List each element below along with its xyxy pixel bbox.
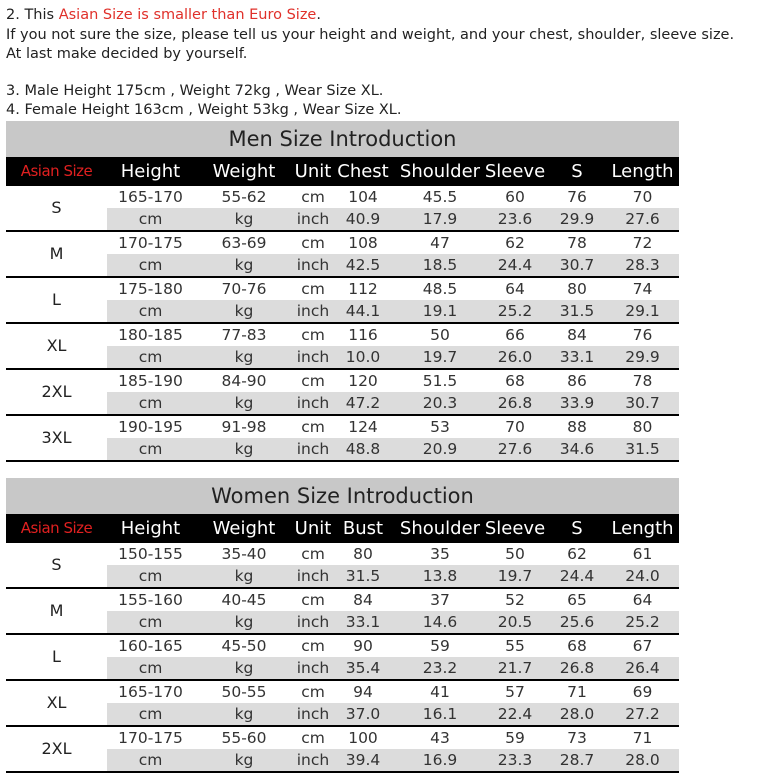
sleeve-cm: 62	[505, 234, 525, 252]
size-row	[6, 543, 679, 589]
shoulder-inch: 19.1	[422, 302, 458, 320]
shoulder-cm: 41	[430, 683, 450, 701]
unit-cm: cm	[301, 280, 325, 298]
length-inch: 27.2	[625, 705, 660, 723]
shoulder-cm: 43	[430, 729, 450, 747]
sleeve-inch: 19.7	[497, 567, 533, 585]
shoulder-inch: 20.9	[422, 440, 458, 458]
s-inch: 25.6	[559, 613, 595, 631]
men-size-table	[6, 121, 679, 462]
chest-inch: 44.1	[345, 302, 381, 320]
size-label: M	[49, 601, 64, 620]
length-inch: 24.0	[625, 567, 660, 585]
weight-unit: kg	[234, 302, 254, 320]
height-unit: cm	[138, 210, 163, 228]
unit-cm: cm	[301, 683, 325, 701]
weight-unit: kg	[234, 440, 254, 458]
s-cm: 84	[567, 326, 587, 344]
unit-inch: inch	[296, 751, 330, 769]
length-cm: 70	[632, 188, 653, 206]
weight-range: 55-62	[221, 188, 267, 206]
s-inch: 28.7	[559, 751, 595, 769]
s-cm: 62	[567, 545, 587, 563]
height-range: 180-185	[118, 326, 183, 344]
shoulder-cm: 37	[430, 591, 450, 609]
unit-inch: inch	[296, 567, 330, 585]
asian-size-warning: Asian Size is smaller than Euro Size	[58, 7, 317, 23]
header-s: S	[571, 518, 583, 539]
shoulder-inch: 19.7	[422, 348, 458, 366]
height-unit: cm	[138, 751, 163, 769]
s-inch: 34.6	[559, 440, 595, 458]
sleeve-inch: 24.4	[497, 256, 533, 274]
sleeve-cm: 59	[505, 729, 525, 747]
unit-inch: inch	[296, 394, 330, 412]
women-table-title: Women Size Introduction	[6, 478, 679, 514]
unit-inch: inch	[296, 348, 330, 366]
note-line-2: 2. This Asian Size is smaller than Euro Size.	[6, 7, 321, 23]
height-range: 170-175	[118, 234, 183, 252]
unit-cm: cm	[301, 545, 325, 563]
height-unit: cm	[138, 705, 163, 723]
size-label: 2XL	[41, 382, 72, 401]
header-weight: Weight	[212, 518, 276, 539]
chest-cm: 104	[348, 188, 378, 206]
sleeve-inch: 22.4	[497, 705, 533, 723]
chest-cm: 116	[348, 326, 378, 344]
weight-range: 45-50	[221, 637, 267, 655]
women-table-rows	[6, 543, 679, 773]
shoulder-cm: 50	[430, 326, 450, 344]
sleeve-cm: 60	[505, 188, 525, 206]
weight-range: 77-83	[221, 326, 267, 344]
length-cm: 71	[632, 729, 653, 747]
length-inch: 28.3	[625, 256, 660, 274]
unit-inch: inch	[296, 705, 330, 723]
shoulder-cm: 48.5	[422, 280, 458, 298]
unit-cm: cm	[301, 188, 325, 206]
chest-cm: 94	[353, 683, 373, 701]
women-size-table	[6, 478, 679, 773]
sleeve-cm: 70	[505, 418, 525, 436]
chest-inch: 33.1	[345, 613, 381, 631]
shoulder-inch: 23.2	[422, 659, 458, 677]
shoulder-inch: 16.1	[422, 705, 458, 723]
shoulder-cm: 45.5	[422, 188, 458, 206]
chest-inch: 37.0	[345, 705, 381, 723]
s-cm: 88	[567, 418, 587, 436]
size-label: 2XL	[41, 739, 72, 758]
s-cm: 71	[567, 683, 587, 701]
height-unit: cm	[138, 659, 163, 677]
weight-range: 70-76	[221, 280, 267, 298]
chest-inch: 40.9	[345, 210, 381, 228]
sleeve-cm: 50	[505, 545, 525, 563]
header-shoulder: Shoulder	[399, 518, 481, 539]
s-cm: 78	[567, 234, 587, 252]
chest-cm: 108	[348, 234, 378, 252]
s-inch: 24.4	[559, 567, 595, 585]
chest-inch: 35.4	[345, 659, 381, 677]
height-range: 160-165	[118, 637, 183, 655]
men-table-header	[6, 157, 679, 186]
header-s: S	[571, 161, 583, 182]
sleeve-cm: 52	[505, 591, 525, 609]
height-unit: cm	[138, 613, 163, 631]
unit-inch: inch	[296, 210, 330, 228]
size-row	[6, 186, 679, 232]
chest-cm: 124	[348, 418, 378, 436]
sleeve-cm: 66	[505, 326, 525, 344]
women-table-header	[6, 514, 679, 543]
s-inch: 33.9	[559, 394, 595, 412]
weight-range: 55-60	[221, 729, 267, 747]
chest-inch: 47.2	[345, 394, 381, 412]
length-inch: 30.7	[625, 394, 660, 412]
length-cm: 76	[632, 326, 653, 344]
size-row	[6, 278, 679, 324]
sleeve-cm: 57	[505, 683, 525, 701]
size-row	[6, 727, 679, 773]
height-unit: cm	[138, 256, 163, 274]
weight-unit: kg	[234, 394, 254, 412]
sleeve-inch: 25.2	[497, 302, 533, 320]
unit-inch: inch	[296, 256, 330, 274]
header-weight: Weight	[212, 161, 276, 182]
unit-inch: inch	[296, 440, 330, 458]
header-chest: Bust	[342, 518, 384, 539]
size-label: S	[51, 198, 62, 217]
weight-range: 40-45	[221, 591, 267, 609]
chest-cm: 80	[353, 545, 373, 563]
length-inch: 26.4	[625, 659, 660, 677]
s-cm: 86	[567, 372, 587, 390]
weight-unit: kg	[234, 659, 254, 677]
s-cm: 80	[567, 280, 587, 298]
shoulder-cm: 51.5	[422, 372, 458, 390]
sleeve-cm: 68	[505, 372, 525, 390]
chest-cm: 112	[348, 280, 378, 298]
length-inch: 31.5	[625, 440, 660, 458]
sleeve-inch: 26.0	[497, 348, 533, 366]
height-range: 170-175	[118, 729, 183, 747]
size-label: L	[52, 647, 61, 666]
height-range: 165-170	[118, 683, 183, 701]
unit-inch: inch	[296, 659, 330, 677]
shoulder-inch: 14.6	[422, 613, 458, 631]
height-range: 155-160	[118, 591, 183, 609]
height-unit: cm	[138, 440, 163, 458]
chest-inch: 10.0	[345, 348, 381, 366]
length-inch: 25.2	[625, 613, 660, 631]
unit-inch: inch	[296, 302, 330, 320]
s-inch: 29.9	[559, 210, 595, 228]
s-cm: 68	[567, 637, 587, 655]
size-row	[6, 232, 679, 278]
shoulder-inch: 16.9	[422, 751, 458, 769]
length-inch: 28.0	[625, 751, 660, 769]
sleeve-inch: 27.6	[497, 440, 533, 458]
chest-cm: 120	[348, 372, 378, 390]
note-line-2c: At last make decided by yourself.	[6, 46, 248, 62]
header-unit: Unit	[294, 161, 332, 182]
chest-inch: 42.5	[345, 256, 381, 274]
header-shoulder: Shoulder	[399, 161, 481, 182]
length-inch: 29.1	[625, 302, 660, 320]
shoulder-inch: 20.3	[422, 394, 458, 412]
size-label: M	[49, 244, 64, 263]
men-table-rows	[6, 186, 679, 462]
s-inch: 31.5	[559, 302, 595, 320]
height-unit: cm	[138, 394, 163, 412]
header-chest: Chest	[337, 161, 389, 182]
chest-inch: 48.8	[345, 440, 381, 458]
height-range: 190-195	[118, 418, 183, 436]
size-row	[6, 681, 679, 727]
header-height: Height	[120, 518, 181, 539]
height-range: 185-190	[118, 372, 183, 390]
height-range: 165-170	[118, 188, 183, 206]
s-inch: 30.7	[559, 256, 595, 274]
chest-cm: 84	[353, 591, 373, 609]
sleeve-inch: 26.8	[497, 394, 533, 412]
unit-cm: cm	[301, 234, 325, 252]
length-cm: 69	[632, 683, 653, 701]
sleeve-inch: 21.7	[497, 659, 533, 677]
note-line-2b: If you not sure the size, please tell us your height and weight, and your chest, shoulder, sleeve size.	[6, 26, 735, 43]
size-row	[6, 589, 679, 635]
shoulder-inch: 13.8	[422, 567, 458, 585]
length-cm: 72	[632, 234, 653, 252]
header-height: Height	[120, 161, 181, 182]
height-range: 175-180	[118, 280, 183, 298]
sleeve-inch: 23.6	[497, 210, 533, 228]
length-cm: 64	[632, 591, 653, 609]
length-cm: 78	[632, 372, 653, 390]
s-cm: 65	[567, 591, 587, 609]
header-asian-size: Asian Size	[20, 162, 93, 180]
size-label: S	[51, 555, 62, 574]
s-inch: 33.1	[559, 348, 595, 366]
length-inch: 27.6	[625, 210, 660, 228]
size-row	[6, 324, 679, 370]
chest-cm: 90	[353, 637, 373, 655]
sleeve-inch: 23.3	[497, 751, 533, 769]
length-cm: 61	[632, 545, 653, 563]
unit-cm: cm	[301, 326, 325, 344]
s-inch: 26.8	[559, 659, 595, 677]
height-range: 150-155	[118, 545, 183, 563]
weight-unit: kg	[234, 567, 254, 585]
weight-unit: kg	[234, 348, 254, 366]
unit-cm: cm	[301, 729, 325, 747]
header-length: Length	[611, 518, 674, 539]
note-line-3: 3. Male Height 175cm , Weight 72kg , Wear Size XL.	[6, 82, 384, 99]
unit-cm: cm	[301, 591, 325, 609]
chest-inch: 31.5	[345, 567, 381, 585]
shoulder-inch: 18.5	[422, 256, 458, 274]
shoulder-inch: 17.9	[422, 210, 458, 228]
weight-unit: kg	[234, 705, 254, 723]
note-line-4: 4. Female Height 163cm , Weight 53kg , Wear Size XL.	[6, 102, 402, 118]
size-notes	[6, 6, 751, 121]
header-sleeve: Sleeve	[484, 161, 546, 182]
height-unit: cm	[138, 302, 163, 320]
size-label: 3XL	[41, 428, 72, 447]
chest-cm: 100	[348, 729, 378, 747]
sleeve-cm: 55	[505, 637, 525, 655]
size-row	[6, 370, 679, 416]
header-sleeve: Sleeve	[484, 518, 546, 539]
s-cm: 73	[567, 729, 587, 747]
shoulder-cm: 53	[430, 418, 450, 436]
weight-unit: kg	[234, 613, 254, 631]
length-cm: 80	[632, 418, 653, 436]
unit-inch: inch	[296, 613, 330, 631]
size-row	[6, 416, 679, 462]
length-cm: 74	[632, 280, 653, 298]
header-length: Length	[611, 161, 674, 182]
header-unit: Unit	[294, 518, 332, 539]
sleeve-cm: 64	[505, 280, 525, 298]
length-cm: 67	[632, 637, 653, 655]
shoulder-cm: 59	[430, 637, 450, 655]
header-asian-size: Asian Size	[20, 519, 93, 537]
size-label: XL	[46, 336, 67, 355]
shoulder-cm: 47	[430, 234, 450, 252]
weight-range: 84-90	[221, 372, 267, 390]
weight-unit: kg	[234, 751, 254, 769]
s-cm: 76	[567, 188, 587, 206]
unit-cm: cm	[301, 418, 325, 436]
height-unit: cm	[138, 567, 163, 585]
size-label: XL	[46, 693, 67, 712]
men-table-title: Men Size Introduction	[6, 121, 679, 157]
weight-unit: kg	[234, 210, 254, 228]
weight-range: 35-40	[221, 545, 267, 563]
weight-range: 91-98	[221, 418, 267, 436]
s-inch: 28.0	[559, 705, 595, 723]
size-row	[6, 635, 679, 681]
unit-cm: cm	[301, 637, 325, 655]
size-label: L	[52, 290, 61, 309]
length-inch: 29.9	[625, 348, 660, 366]
shoulder-cm: 35	[430, 545, 450, 563]
sleeve-inch: 20.5	[497, 613, 533, 631]
weight-unit: kg	[234, 256, 254, 274]
chest-inch: 39.4	[345, 751, 381, 769]
weight-range: 63-69	[221, 234, 267, 252]
unit-cm: cm	[301, 372, 325, 390]
weight-range: 50-55	[221, 683, 267, 701]
height-unit: cm	[138, 348, 163, 366]
